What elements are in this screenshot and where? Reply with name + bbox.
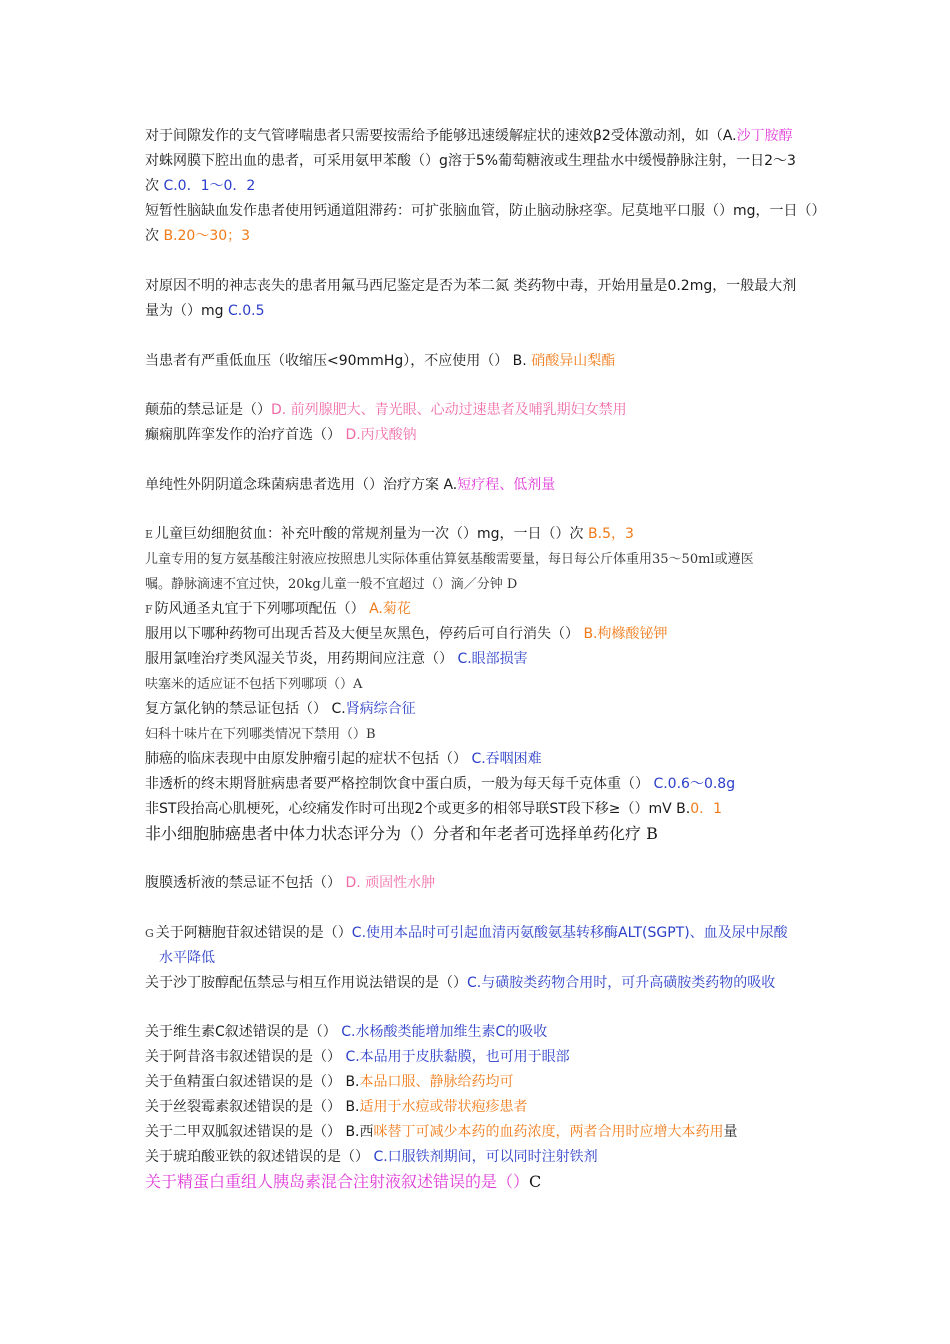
question-line: 服用以下哪种药物可出现舌苔及大便呈灰黑色，停药后可自行消失（） B.枸橼酸铋钾 bbox=[145, 626, 668, 642]
section-mark: E bbox=[145, 528, 154, 541]
question-line: 儿童专用的复方氨基酸注射液应按照患儿实际体重估算氨基酸需要量，每日每公斤体重用35～50ml或遵医 bbox=[145, 552, 754, 567]
question-line: 关于琥珀酸亚铁的叙述错误的是（） C.口服铁剂期间，可以同时注射铁剂 bbox=[145, 1149, 598, 1165]
answer-text: C.与磺胺类药物合用时，可升高磺胺类药物的吸收 bbox=[467, 975, 776, 991]
question-line: 复方氯化钠的禁忌证包括（） C.肾病综合征 bbox=[145, 701, 416, 717]
question-line: 关于鱼精蛋白叙述错误的是（） B.本品口服、静脉给药均可 bbox=[145, 1074, 514, 1090]
answer-text: 水平降低 bbox=[159, 950, 215, 966]
question-line: 腹膜透析液的禁忌证不包括（） D. 顽固性水肿 bbox=[145, 875, 436, 891]
answer-text: 肾病综合征 bbox=[345, 701, 416, 717]
answer-text: D.丙戊酸钠 bbox=[345, 427, 417, 443]
question-line: 服用氯喹治疗类风湿关节炎，用药期间应注意（） C.眼部损害 bbox=[145, 651, 528, 667]
answer-text: 沙丁胺醇 bbox=[736, 128, 793, 144]
question-line: 短暂性脑缺血发作患者使用钙通道阻滞药：可扩张脑血管，防止脑动脉痉挛。尼莫地平口服（）mg，一日（） bbox=[145, 203, 826, 219]
question-line bbox=[145, 946, 827, 971]
question-line: F 防风通圣丸宜于下列哪项配伍（） A.菊花 bbox=[145, 601, 411, 617]
answer-text: C.0．1～0．2 bbox=[163, 178, 256, 194]
answer-text: 咪替丁可减少本药的血药浓度，两者合用时应增大本药用 bbox=[373, 1124, 724, 1140]
answer-text: C.0.6～0.8g bbox=[653, 776, 736, 792]
question-line: 关于阿昔洛韦叙述错误的是（） C.本品用于皮肤黏膜，也可用于眼部 bbox=[145, 1049, 570, 1065]
question-line: 对原因不明的神志丧失的患者用氟马西尼鉴定是否为苯二氮 类药物中毒，开始用量是0.2mg，一般最大剂 bbox=[145, 278, 797, 294]
question-line: 当患者有严重低血压（收缩压<90mmHg），不应使用（） B. 硝酸异山梨酯 bbox=[145, 353, 616, 369]
question-line: 呋塞米的适应证不包括下列哪项（）A bbox=[145, 677, 363, 692]
answer-text: B.枸橼酸铋钾 bbox=[583, 626, 668, 642]
question-line: 关于二甲双胍叙述错误的是（） B.西咪替丁可减少本药的血药浓度，两者合用时应增大本药用量 bbox=[145, 1124, 738, 1140]
question-line: 关于沙丁胺醇配伍禁忌与相互作用说法错误的是（）C.与磺胺类药物合用时，可升高磺胺类药物的吸收 bbox=[145, 975, 776, 991]
question-line: 非ST段抬高心肌梗死，心绞痛发作时可出现2个或更多的相邻导联ST段下移≥（）mV B.0．1 bbox=[145, 801, 723, 817]
answer-text: B.5，3 bbox=[588, 526, 634, 542]
question-line: 关于维生素C叙述错误的是（） C.水杨酸类能增加维生素C的吸收 bbox=[145, 1024, 548, 1040]
section-mark: F bbox=[145, 603, 153, 616]
answer-text: 适用于水痘或带状疱疹患者 bbox=[359, 1099, 528, 1115]
question-line: 肺癌的临床表现中由原发肿瘤引起的症状不包括（） C.吞咽困难 bbox=[145, 751, 542, 767]
answer-text: C.口服铁剂期间，可以同时注射铁剂 bbox=[373, 1149, 598, 1165]
answer-text: B.20～30；3 bbox=[163, 228, 251, 244]
answer-text: C.吞咽困难 bbox=[471, 751, 542, 767]
question-line: 对于间隙发作的支气管哮喘患者只需要按需给予能够迅速缓解症状的速效β2受体激动剂，如（A.沙丁胺醇 bbox=[145, 128, 793, 144]
section-mark: G bbox=[145, 927, 154, 940]
question-line: 关于精蛋白重组人胰岛素混合注射液叙述错误的是（）C bbox=[145, 1172, 542, 1191]
question-line: 单纯性外阴阴道念珠菌病患者选用（）治疗方案 A.短疗程、低剂量 bbox=[145, 477, 556, 493]
answer-text: C.0.5 bbox=[227, 303, 265, 319]
question-line: 关于丝裂霉素叙述错误的是（） B.适用于水痘或带状疱疹患者 bbox=[145, 1099, 528, 1115]
question-line: 次 B.20～30；3 bbox=[145, 228, 251, 244]
question-line: 癫痫肌阵挛发作的治疗首选（） D.丙戊酸钠 bbox=[145, 427, 417, 443]
answer-text: C bbox=[529, 1172, 542, 1191]
answer-text: D. 前列腺肥大、青光眼、心动过速患者及哺乳期妇女禁用 bbox=[271, 402, 627, 418]
question-line: 量为（）mg C.0.5 bbox=[145, 303, 265, 319]
question-line: 非透析的终末期肾脏病患者要严格控制饮食中蛋白质，一般为每天每千克体重（） C.0.6～0.8g bbox=[145, 776, 736, 792]
question-line: 次 C.0．1～0．2 bbox=[145, 178, 256, 194]
question-line: 嘱。静脉滴速不宜过快，20kg儿童一般不宜超过（）滴／分钟 D bbox=[145, 577, 518, 592]
question-line: 非小细胞肺癌患者中体力状态评分为（）分者和年老者可选择单药化疗 B bbox=[145, 824, 658, 843]
answer-text: A.菊花 bbox=[369, 601, 411, 617]
question-line: G 关于阿糖胞苷叙述错误的是（）C.使用本品时可引起血清丙氨酸氨基转移酶ALT(SGPT)、血及尿中尿酸 bbox=[145, 925, 788, 941]
question-line: E 儿童巨幼细胞贫血：补充叶酸的常规剂量为一次（）mg，一日（）次 B.5，3 bbox=[145, 526, 634, 542]
answer-text: 0．1 bbox=[690, 801, 723, 817]
answer-text: C.眼部损害 bbox=[457, 651, 528, 667]
answer-text: D. 顽固性水肿 bbox=[345, 875, 436, 891]
answer-text: 本品口服、静脉给药均可 bbox=[359, 1074, 514, 1090]
answer-text: 短疗程、低剂量 bbox=[457, 477, 556, 493]
answer-text: 硝酸异山梨酯 bbox=[531, 353, 616, 369]
question-line: 对蛛网膜下腔出血的患者，可采用氨甲苯酸（）g溶于5%葡萄糖液或生理盐水中缓慢静脉注射，一日2～3 bbox=[145, 153, 796, 169]
question-line: 妇科十味片在下列哪类情况下禁用（）B bbox=[145, 727, 376, 742]
answer-text: C.使用本品时可引起血清丙氨酸氨基转移酶ALT(SGPT)、血及尿中尿酸 bbox=[351, 925, 788, 941]
answer-text: C.水杨酸类能增加维生素C的吸收 bbox=[341, 1024, 548, 1040]
question-line: 颠茄的禁忌证是（）D. 前列腺肥大、青光眼、心动过速患者及哺乳期妇女禁用 bbox=[145, 402, 627, 418]
answer-text: C.本品用于皮肤黏膜，也可用于眼部 bbox=[345, 1049, 570, 1065]
